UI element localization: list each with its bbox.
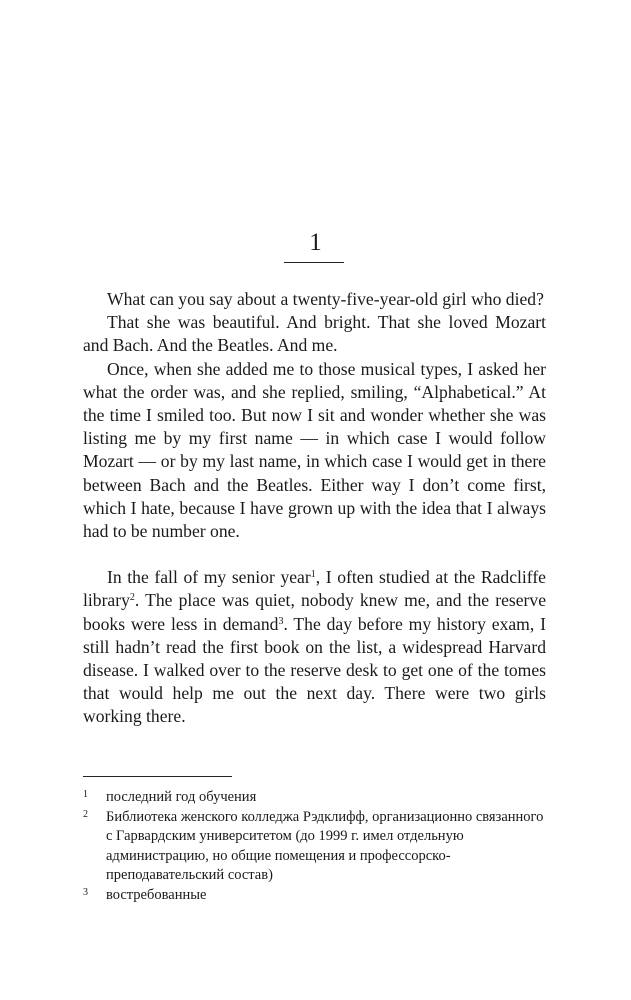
footnote-text: востребованные [106,886,207,903]
footnotes [83,788,546,905]
paragraph-text: In the fall of my senior year [107,567,311,588]
footnote-text: последний год обучения [106,789,257,805]
paragraph-text: . The day before my history exam, I still hadn’t read the first book on the list, a widespread Harvard disease. I walked over to the reserve desk to get one of the tomes that would help me out the next day. There were two girls working there. [83,613,546,727]
paragraph: That she was beautiful. And bright. That she loved Mozart and Bach. And the Beatles. And me. [83,312,546,356]
paragraph: Once, when she added me to those musical types, I asked her what the order was, and she replied, smiling, “Alphabetical.” At the time I smiled too. But now I sit and wonder whether she was listing me by my first name — in which case I would follow Mozart — or by my last name, in which case I would get in there between Bach and the Beatles. Either way I don’t come first, which I hate, because I have grown up with the idea that I always had to be number one. [83,358,546,542]
footnote-text: Библиотека женского колледжа Рэдклифф, организационно связанного с Гарвардским университетом (до 1999 г. имел отдельную администрацию, но общие помещения и профессорско-преподавательский состав) [106,808,544,883]
footnote-number: 3 [83,886,88,898]
paragraph [83,566,546,728]
footnote-number: 1 [83,789,88,800]
footnote-ref: 1 [310,569,316,581]
chapter-divider [284,262,344,263]
paragraph: What can you say about a twenty-five-year-old girl who died? [107,289,544,309]
footnote-ref: 2 [129,592,135,604]
paragraph-text: . The place was quiet, nobody knew me, and the reserve books were less in demand [83,590,546,634]
footnote-divider [83,776,232,777]
footnote-item [83,808,546,886]
footnote-item [83,788,546,808]
body-text [83,288,546,729]
footnote-item [83,886,546,906]
paragraph-text: , I often studied at the Radcliffe library [83,567,546,611]
footnote-number: 2 [83,808,88,820]
chapter-number: 1 [309,229,322,256]
footnote-ref: 3 [278,615,284,627]
